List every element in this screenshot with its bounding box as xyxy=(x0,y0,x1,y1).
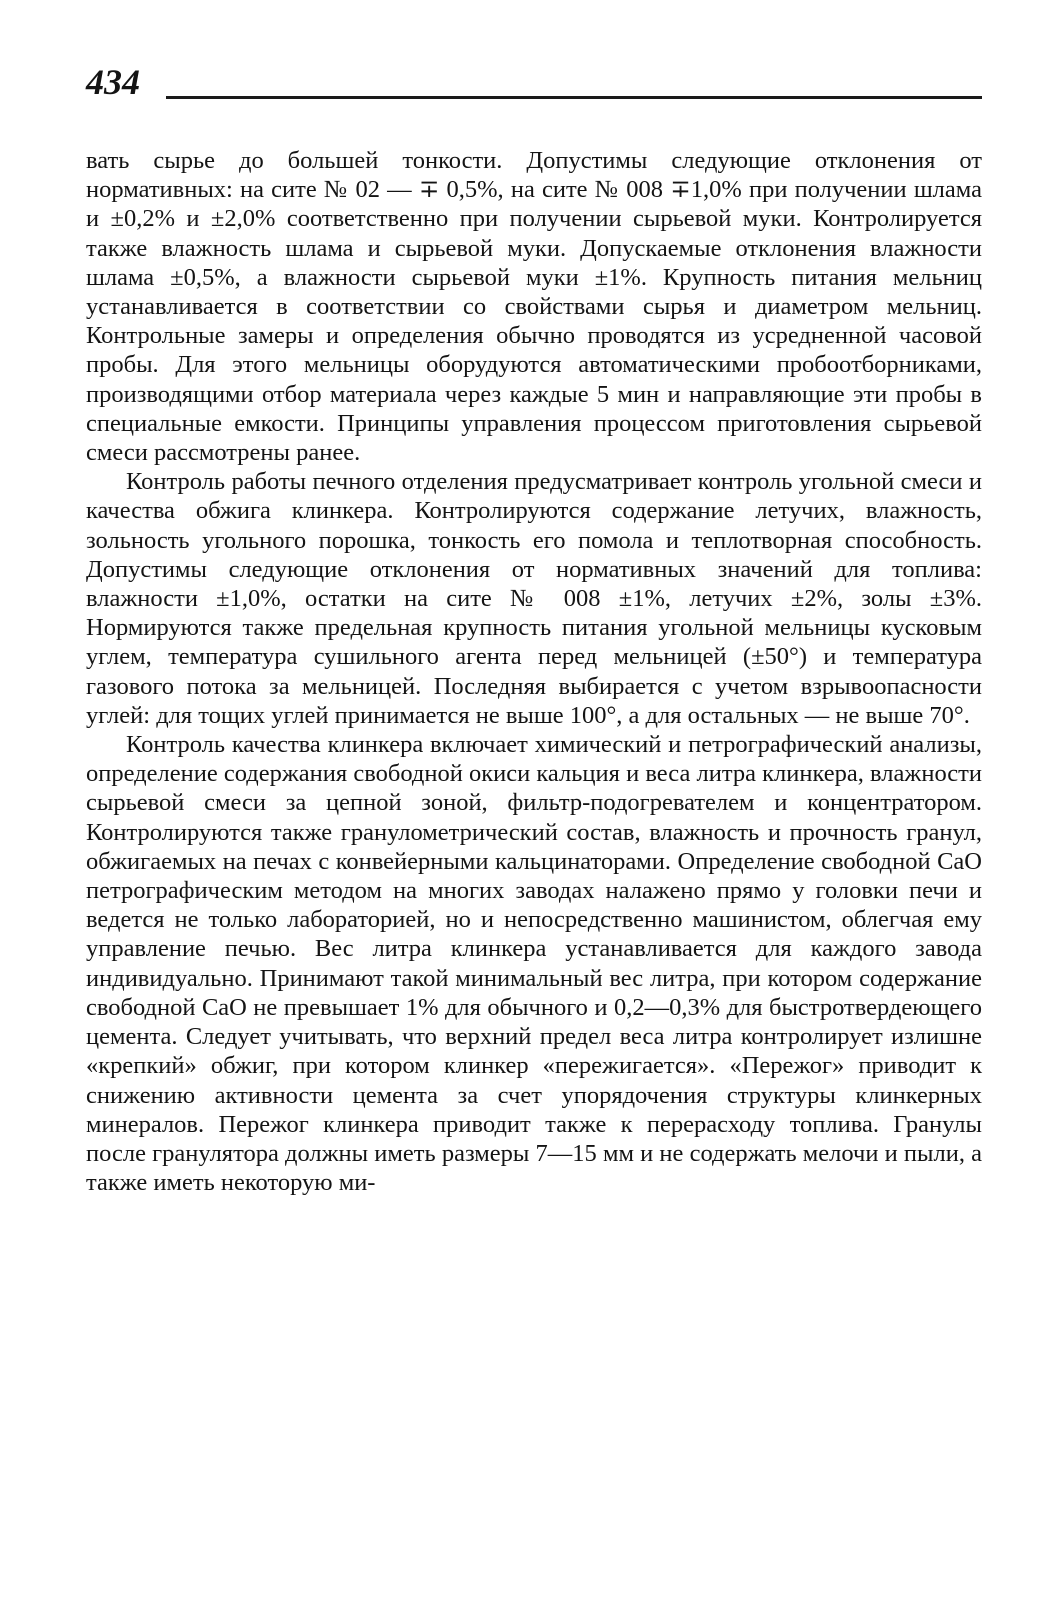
body-text xyxy=(86,146,982,1197)
header-rule xyxy=(166,96,982,99)
paragraph-3: Контроль качества клинкера включает химический и петрографический анализы, определение содержания свободной окиси кальция и веса литра клинкера, влажности сырьевой смеси за цепной зоной, фильтр-подогревателем и концентратором. Контролируются также гранулометрический состав, влажность и прочность гранул, обжигаемых на печах с конвейерными кальцинаторами. Определение свободной CaO петрографическим методом на многих заводах налажено прямо у головки печи и ведется не только лабораторией, но и непосредственно машинистом, облегчая ему управление печью. Вес литра клинкера устанавливается для каждого завода индивидуально. Принимают такой минимальный вес литра, при котором содержание свободной CaO не превышает 1% для обычного и 0,2—0,3% для быстротвердеющего цемента. Следует учитывать, что верхний предел веса литра контролирует излишне «крепкий» обжиг, при котором клинкер «пережигается». «Пережог» приводит к снижению активности цемента за счет упорядочения структуры клинкерных минералов. Пережог клинкера приводит также к перерасходу топлива. Гранулы после гранулятора должны иметь размеры 7—15 мм и не содержать мелочи и пыли, а также иметь некоторую ми- xyxy=(86,731,982,1197)
paragraph-1: вать сырье до большей тонкости. Допустимы следующие отклонения от нормативных: на сите № 02 — ∓ 0,5%, на сите № 008 ∓1,0% при получении шлама и ±0,2% и ±2,0% соответственно при получении сырьевой муки. Контролируется также влажность шлама и сырьевой муки. Допускаемые отклонения влажности шлама ±0,5%, а влажности сырьевой муки ±1%. Крупность питания мельниц устанавливается в соответствии со свойствами сырья и диаметром мельниц. Контрольные замеры и определения обычно проводятся из усредненной часовой пробы. Для этого мельницы оборудуются автоматическими пробоотборниками, производящими отбор материала через каждые 5 мин и направляющие эти пробы в специальные емкости. Принципы управления процессом приготовления сырьевой смеси рассмотрены ранее. xyxy=(86,147,982,467)
page-number: 434 xyxy=(86,62,140,102)
paragraph-2: Контроль работы печного отделения предусматривает контроль угольной смеси и качества обжига клинкера. Контролируются содержание летучих, влажность, зольность угольного порошка, тонкость его помола и теплотворная способность. Допустимы следующие отклонения от нормативных значений для топлива: влажности ±1,0%, остатки на сите № 008 ±1%, летучих ±2%, золы ±3%. Нормируются также предельная крупность питания угольной мельницы кусковым углем, температура сушильного агента перед мельницей (±50°) и температура газового потока за мельницей. Последняя выбирается с учетом взрывоопасности углей: для тощих углей принимается не выше 100°, а для остальных — не выше 70°. xyxy=(86,468,982,729)
page-header xyxy=(86,62,982,102)
